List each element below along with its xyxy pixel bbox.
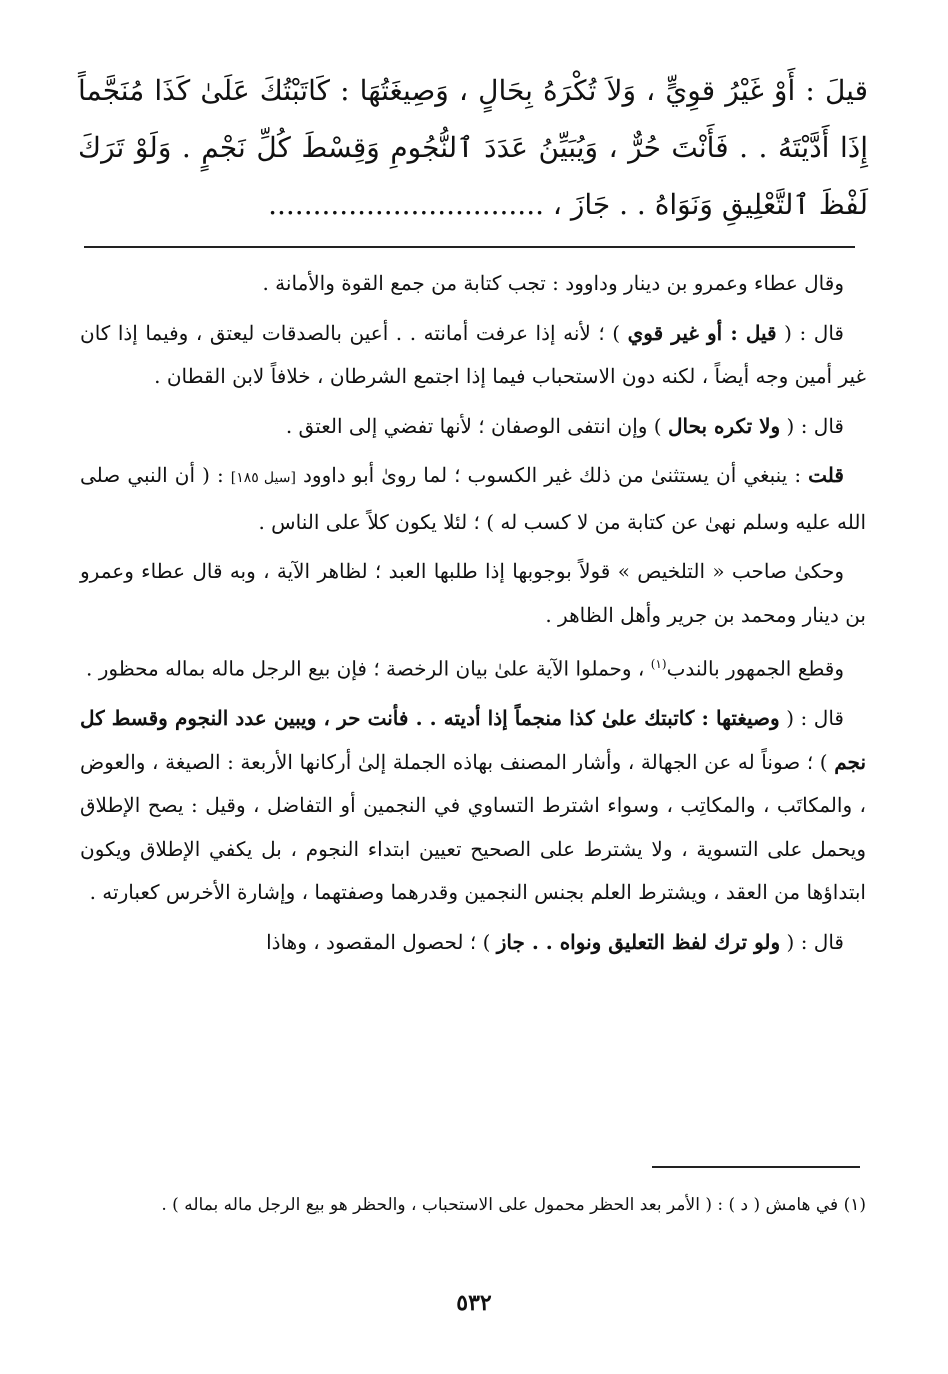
matn-paragraph: [78, 62, 868, 233]
commentary-block: [80, 262, 866, 970]
commentary-paragraph-5: وحكىٰ صاحب « التلخيص » قولاً بوجوبها إذا طلبها العبد ؛ لظاهر الآية ، وبه قال عطاء وعمرو بن دينار ومحمد بن جرير وأهل الظاهر .: [80, 559, 866, 627]
footnote-separator: [652, 1166, 860, 1168]
commentary-paragraph-1: وقال عطاء وعمرو بن دينار وداوود : تجب كتابة من جمع القوة والأمانة .: [262, 271, 844, 295]
footnote-number: (١): [843, 1195, 866, 1215]
page-number: ٥٣٢: [456, 1290, 492, 1316]
matn-dots: ...............................: [268, 188, 545, 221]
footnote-marker[interactable]: (١): [650, 657, 667, 671]
commentary-paragraph-3: قال : ( ولا تكره بحال ) وإن انتفى الوصفان ؛ لأنها تفضي إلى العتق .: [285, 413, 844, 438]
qultu-label: قلت: [808, 463, 844, 487]
quoted-matn: ولا تكره بحال: [667, 413, 781, 438]
commentary-paragraph-6: وقطع الجمهور بالندب$^{(١)}$ ، وحملوا الآية علىٰ بيان الرخصة ؛ فإن بيع الرجل ماله بماله محظور .: [86, 656, 844, 681]
commentary-paragraph-7: قال : ( وصيغتها : كاتبتك علىٰ كذا منجماً إذا أديته . . فأنت حر ، ويبين عدد النجوم وقسط كل نجم ) ؛ صوناً له عن الجهالة ، وأشار المصنف بهاذه الجملة إلىٰ أركانها الأربعة : الصيغة ، والعوض ، والمكاتَب ، والمكاتِب ، وسواء اشترط التساوي في النجمين أو التفاضل ، وقيل : يصح الإطلاق ويحمل على التسوية ، ولا يشترط على الصحيح تعيين ابتداء النجوم ، بل يكفي الإطلاق ويكون ابتداؤها من العقد ، ويشترط العلم بجنس النجمين وقدرهما وصفتهما ، وإشارة الأخرس كعبارته .: [80, 706, 867, 905]
main-text-block: [78, 62, 868, 233]
separator-rule: [84, 246, 855, 248]
quoted-matn: وصيغتها : كاتبتك علىٰ كذا منجماً إذا أديته . . فأنت حر ، ويبين عدد النجوم وقسط كل نجم: [80, 706, 867, 774]
matn-text: قيلَ : أَوْ غَيْرُ قوِيٍّ ، وَلاَ تُكْرَهُ بِحَالٍ ، وَصِيغَتُهَا : كَاتَبْتُكَ عَلَىٰ كَذَا مُنَجَّماً إِذَا أَدَّيْتَهُ . . فَأَنْتَ حُرٌّ ، وَيُبَيِّنُ عَدَدَ ٱلنُّجُومِ وَقِسْطَ كُلِّ نَجْمٍ . وَلَوْ تَرَكَ لَفْظَ ٱلتَّعْلِيقِ وَنَوَاهُ . . جَازَ ،: [78, 74, 868, 221]
commentary-paragraph-4: قلت : ينبغي أن يستثنىٰ من ذلك غير الكسوب ؛ لما روىٰ أبو داوود [سيل ١٨٥] : ( أن النبي صلى الله عليه وسلم نهىٰ عن كتابة من لا كسب له ) ؛ لئلا يكون كلاً على الناس .: [80, 463, 866, 534]
footnote: [80, 1188, 866, 1222]
commentary-paragraph-2: قال : ( قيل : أو غير قوي ) ؛ لأنه إذا عرفت أمانته . . أعين بالصدقات ليعتق ، وفيما إذا كان غير أمين وجه أيضاً ، لكنه دون الاستحباب فيما إذا اجتمع الشرطان ، خلافاً لابن القطان .: [80, 320, 866, 388]
quoted-matn: ولو ترك لفظ التعليق ونواه . . جاز: [496, 929, 781, 954]
hadith-reference: [سيل ١٨٥]: [230, 470, 296, 486]
footnote-text: في هامش ( د ) : ( الأمر بعد الحظر محمول على الاستحباب ، والحظر هو بيع الرجل ماله بماله ) .: [161, 1195, 839, 1215]
quoted-matn: قيل : أو غير قوي: [627, 320, 777, 345]
commentary-paragraph-8: قال : ( ولو ترك لفظ التعليق ونواه . . جاز ) ؛ لحصول المقصود ، وهاذا: [266, 929, 844, 954]
